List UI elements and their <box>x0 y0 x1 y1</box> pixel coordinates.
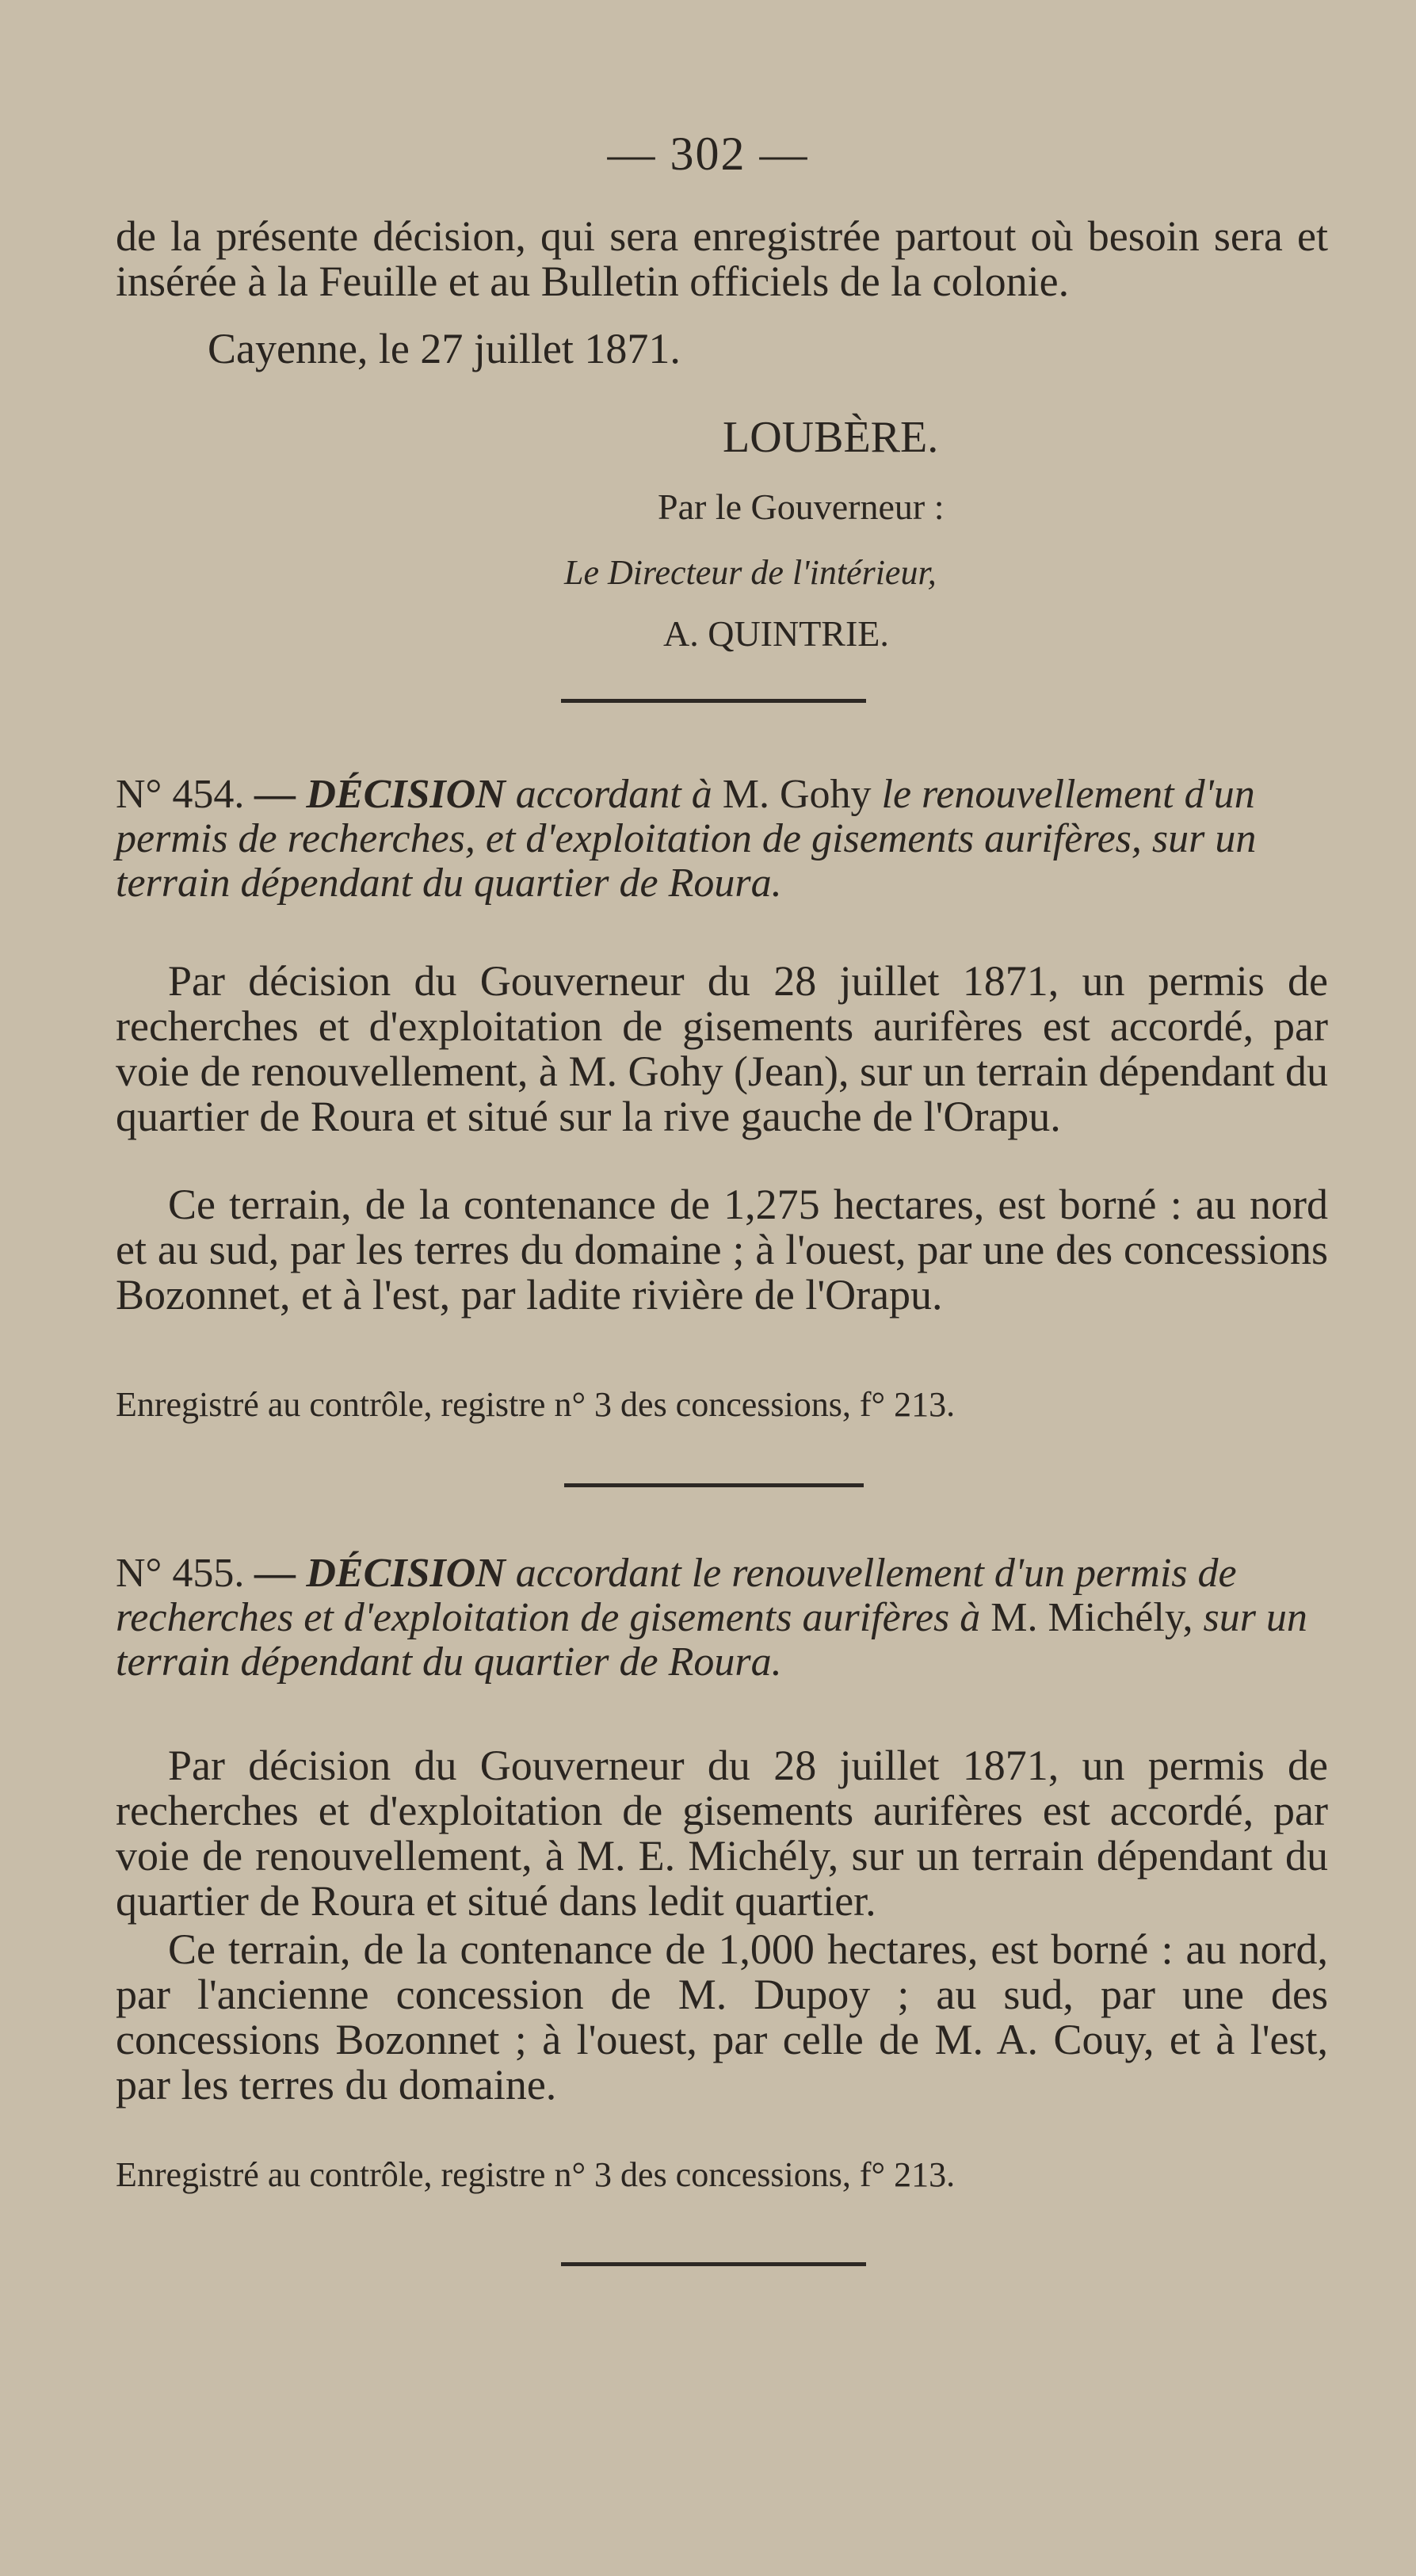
decision-person: M. Michély, <box>990 1595 1193 1640</box>
page-number: — 302 — <box>607 128 809 180</box>
decision-title-text: sur un terrain dépendant du quartier de Roura. <box>116 1595 1307 1685</box>
registration-note: Enregistré au contrôle, registre n° 3 des concessions, f° 213. <box>116 1385 956 1424</box>
intro-paragraph: de la présente décision, qui sera enregistrée partout où besoin sera et insérée à la Feuille et au Bulletin officiels de la colonie. <box>116 212 1328 305</box>
decision-title-text: le renouvellement d'un permis de recherches, et d'exploitation de gisements aurifères, sur un terrain dépendant du quartier de Roura. <box>116 772 1257 906</box>
decision-number: N° 455. <box>116 1551 245 1596</box>
section-divider <box>561 699 866 703</box>
decision-title-text: accordant le renouvellement d'un permis de recherches et d'exploitation de gisements aurifères à <box>116 1551 1237 1640</box>
decision-number: N° 454. <box>116 772 245 817</box>
signature-name: LOUBÈRE. <box>723 413 939 462</box>
decision-paragraph: Par décision du Gouverneur du 28 juillet 1871, un permis de recherches et d'exploitation de gisements aurifères est accordé, par voie de renouvellement, à M. Gohy (Jean), sur un terrain dépendant du quartier de Roura et situé sur la rive gauche de l'Orapu. <box>116 957 1328 1140</box>
signature-by: Par le Gouverneur : <box>658 487 945 527</box>
decision-title-text: accordant à <box>515 772 712 817</box>
decision-paragraph: Ce terrain, de la contenance de 1,275 hectares, est borné : au nord et au sud, par les terres du domaine ; à l'ouest, par une des concessions Bozonnet, et à l'est, par ladite rivière de l'Orapu. <box>116 1181 1328 1319</box>
signature-role: Le Directeur de l'intérieur, <box>564 553 937 592</box>
section-divider <box>561 2262 866 2266</box>
decision-paragraph: Ce terrain, de la contenance de 1,000 hectares, est borné : au nord, par l'ancienne concession de M. Dupoy ; au sud, par une des concessions Bozonnet ; à l'ouest, par celle de M. A. Couy, et à l'est, par les terres du domaine. <box>116 1925 1328 2109</box>
decision-paragraph: Par décision du Gouverneur du 28 juillet 1871, un permis de recherches et d'exploitation de gisements aurifères est accordé, par voie de renouvellement, à M. E. Michély, sur un terrain dépendant du quartier de Roura et situé dans ledit quartier. <box>116 1742 1328 1925</box>
decision-person: M. Gohy <box>722 772 872 817</box>
section-divider <box>564 1483 864 1487</box>
decision-title <box>116 1551 1328 1685</box>
date-line: Cayenne, le 27 juillet 1871. <box>208 325 681 372</box>
decision-title <box>116 773 1328 906</box>
registration-note: Enregistré au contrôle, registre n° 3 des concessions, f° 213. <box>116 2155 956 2194</box>
signature-signer: A. QUINTRIE. <box>663 613 889 654</box>
decision-label: — DÉCISION <box>254 772 506 817</box>
decision-label: — DÉCISION <box>254 1551 506 1596</box>
